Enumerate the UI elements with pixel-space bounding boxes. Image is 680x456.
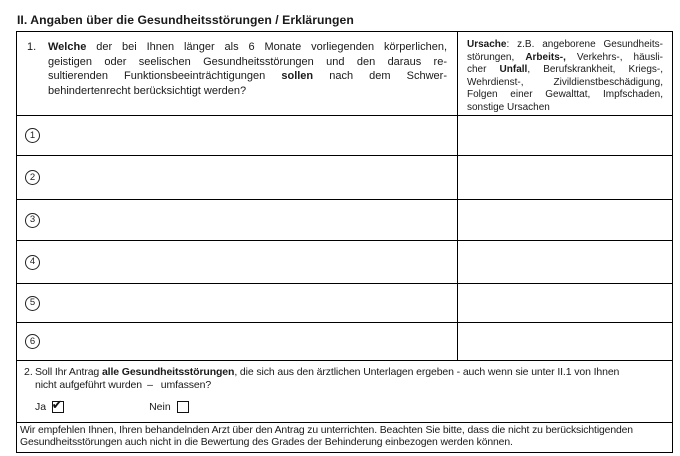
cause-entry-field-3[interactable] bbox=[458, 200, 672, 240]
ja-checkbox[interactable] bbox=[51, 396, 64, 413]
question2-head bbox=[24, 366, 666, 393]
answer-nein bbox=[149, 401, 189, 413]
question1-row bbox=[17, 32, 672, 116]
cause-entry-field-4[interactable] bbox=[458, 241, 672, 283]
cause-line: sonstige Ursachen bbox=[467, 101, 550, 113]
cause-entry-field-1[interactable] bbox=[458, 116, 672, 155]
disorder-entry-field-5[interactable] bbox=[17, 284, 458, 322]
cause-line: cher Unfall, Berufskrankheit, Kriegs-, bbox=[467, 64, 663, 76]
question1-line: behindertenrecht berücksichtigt werden? bbox=[48, 84, 247, 97]
question2-text bbox=[35, 366, 619, 393]
question1-line: sultierenden Funktionsbeeinträchtigungen sollen nach dem Schwer- bbox=[48, 70, 447, 83]
entry-row-4 bbox=[17, 241, 672, 284]
cause-entry-field-6[interactable] bbox=[458, 323, 672, 360]
question1-line: Welche der bei Ihnen länger als 6 Monate vorliegenden körperlichen, bbox=[48, 41, 447, 53]
page-title: II. Angaben über die Gesundheitsstörungen / Erklärungen bbox=[17, 13, 354, 27]
cause-line: störungen, Arbeits-, Verkehrs-, häusli- bbox=[467, 51, 663, 63]
circled-number-5-icon: 5 bbox=[25, 296, 40, 311]
entry-row-3 bbox=[17, 200, 672, 241]
circled-number-2-icon: 2 bbox=[25, 170, 40, 185]
answer-ja bbox=[35, 396, 64, 413]
circled-number-1-icon: 1 bbox=[25, 128, 40, 143]
question2-row bbox=[17, 361, 672, 423]
question2-line: nicht aufgeführt wurden – umfassen? bbox=[35, 379, 212, 392]
cause-line: Folgen einer Gewalttat, Impfschaden, bbox=[467, 89, 663, 101]
question2-answers bbox=[35, 396, 666, 413]
question1-text bbox=[48, 40, 447, 115]
nein-label: Nein bbox=[149, 400, 171, 413]
footer-note-line: Wir empfehlen Ihnen, Ihren behandelnden Arzt über den Antrag zu unterrichten. Beachten Sie bitte, dass die nicht zu berücksichtigenden bbox=[20, 425, 633, 436]
disorder-entry-field-3[interactable] bbox=[17, 200, 458, 240]
cause-header-cell bbox=[458, 32, 672, 115]
disorder-entry-field-6[interactable] bbox=[17, 323, 458, 360]
cause-line: Wehrdienst-, Zivildienstbeschädigung, bbox=[467, 76, 663, 88]
nein-checkbox[interactable] bbox=[177, 401, 189, 413]
cause-entry-field-5[interactable] bbox=[458, 284, 672, 322]
entry-row-6 bbox=[17, 323, 672, 361]
health-disorders-table bbox=[16, 31, 673, 453]
cause-entry-field-2[interactable] bbox=[458, 156, 672, 199]
entry-row-5 bbox=[17, 284, 672, 323]
question1-cell bbox=[17, 32, 458, 115]
circled-number-4-icon: 4 bbox=[25, 255, 40, 270]
check-mark-icon: ✔ bbox=[51, 396, 63, 412]
disorder-entry-field-4[interactable] bbox=[17, 241, 458, 283]
question2-line: Soll Ihr Antrag alle Gesundheitsstörungen, die sich aus den ärztlichen Unterlagen ergeben - auch wenn sie unter II.1 von Ihnen bbox=[35, 366, 620, 378]
circled-number-6-icon: 6 bbox=[25, 334, 40, 349]
circled-number-3-icon: 3 bbox=[25, 213, 40, 228]
question1-line: geistigen oder seelischen Gesundheitsstörungen und den daraus re- bbox=[48, 55, 447, 68]
ja-label: Ja bbox=[35, 400, 47, 413]
question2-number: 2. bbox=[24, 366, 33, 378]
entry-row-2 bbox=[17, 156, 672, 200]
entry-row-1 bbox=[17, 116, 672, 156]
disorder-entry-field-1[interactable] bbox=[17, 116, 458, 155]
question1-number: 1. bbox=[27, 41, 37, 53]
footer-note-line: Gesundheitsstörungen auch nicht in die Bewertung des Grades der Behinderung einbezogen werden können. bbox=[20, 437, 513, 449]
cause-line: Ursache: z.B. angeborene Gesundheits- bbox=[467, 39, 663, 50]
disorder-entry-field-2[interactable] bbox=[17, 156, 458, 199]
footer-note bbox=[17, 423, 672, 452]
